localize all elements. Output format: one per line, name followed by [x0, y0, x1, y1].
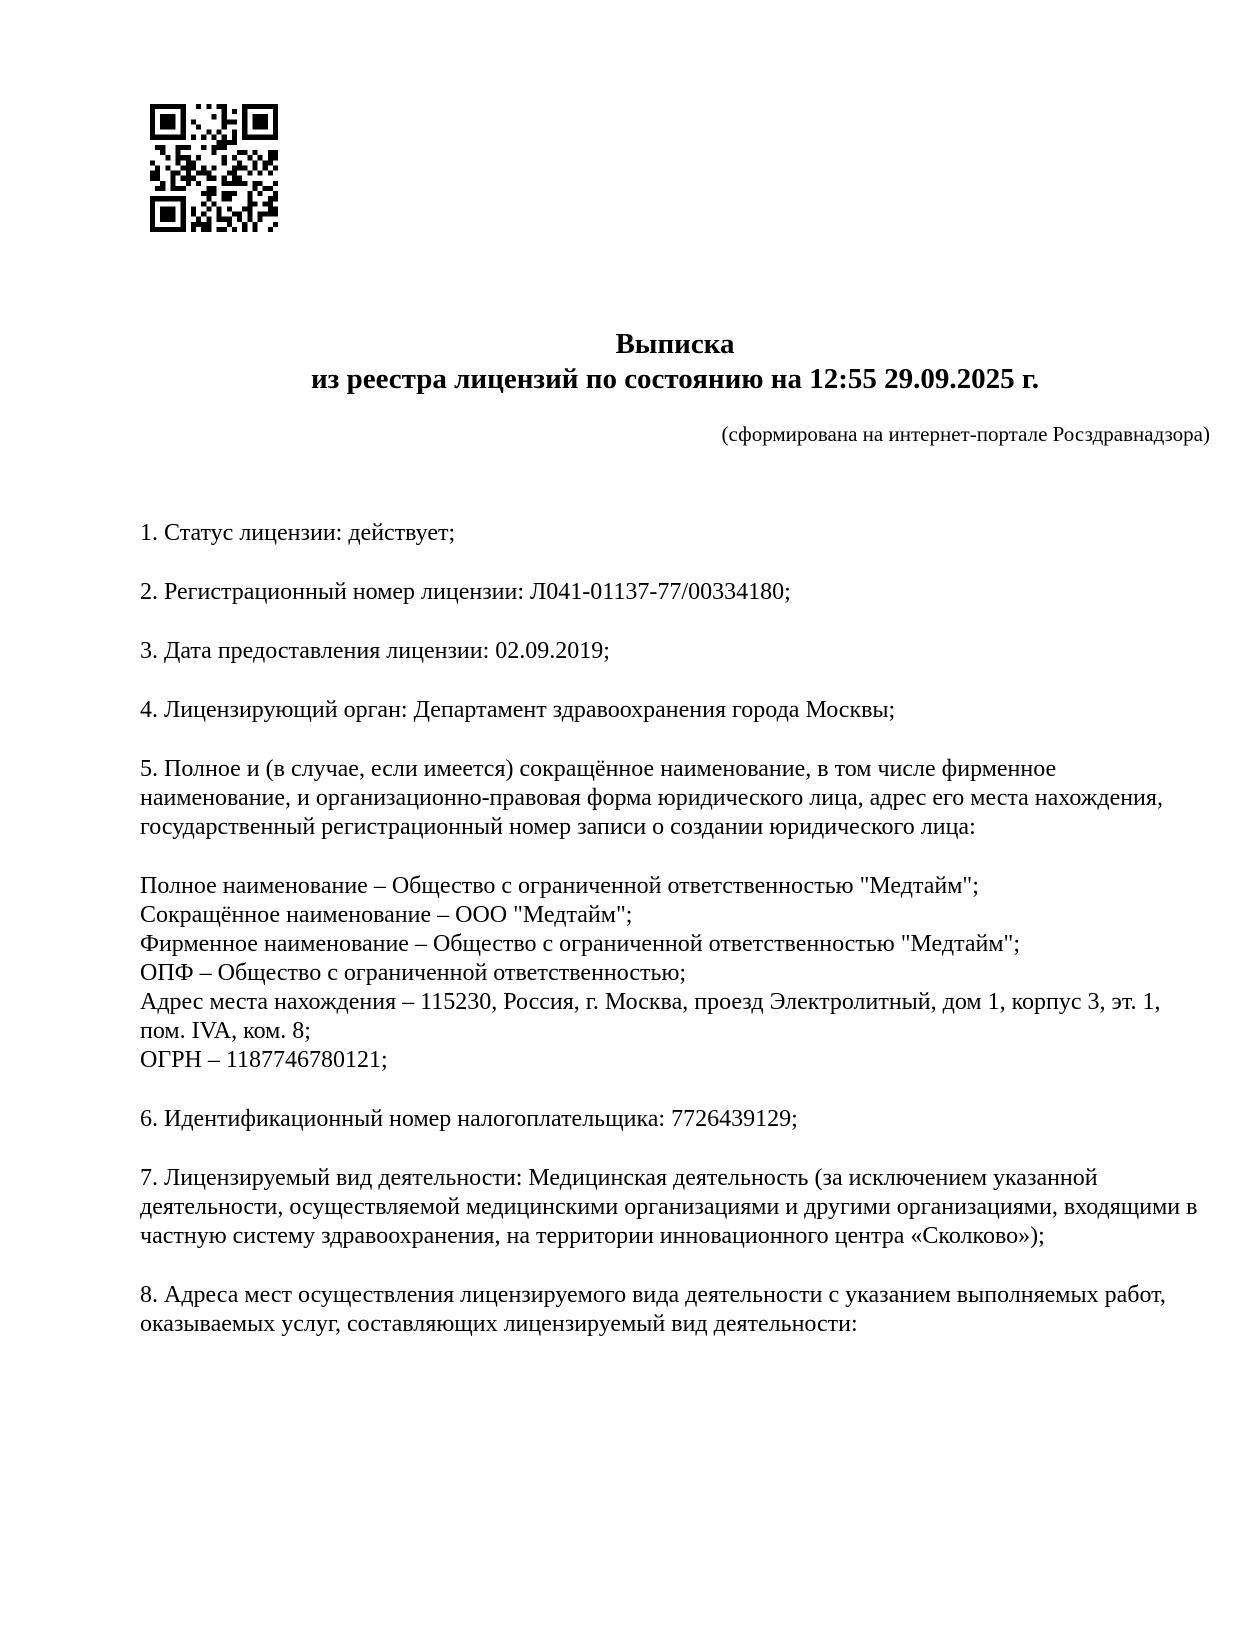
- company-full-name: Полное наименование – Общество с ограниченной ответственностью "Медтайм";: [140, 873, 979, 899]
- paragraph-licensed-activity: 7. Лицензируемый вид деятельности: Медицинская деятельность (за исключением указанной деятельности, осуществляемой медицинскими организациями и другими организациями, входящими в частную систему здравоохранения, на территории инновационного центра «Сколково»);: [140, 1165, 1198, 1249]
- company-brand-name: Фирменное наименование – Общество с ограниченной ответственностью "Медтайм";: [140, 931, 1020, 957]
- qr-code: [150, 104, 278, 232]
- company-opf: ОПФ – Общество с ограниченной ответственностью;: [140, 960, 687, 986]
- company-ogrn: ОГРН – 1187746780121;: [140, 1047, 388, 1073]
- paragraph-activity-addresses: 8. Адреса мест осуществления лицензируемого вида деятельности с указанием выполняемых работ, оказываемых услуг, составляющих лицензируемый вид деятельности:: [140, 1282, 1166, 1337]
- document-title-line2: из реестра лицензий по состоянию на 12:55 29.09.2025 г.: [310, 363, 1040, 395]
- company-details-block: [140, 872, 1210, 1075]
- paragraph-grant-date: 3. Дата предоставления лицензии: 02.09.2019;: [140, 638, 610, 664]
- paragraph-registration-number: 2. Регистрационный номер лицензии: Л041-01137-77/00334180;: [140, 579, 791, 605]
- document-title-line1: Выписка: [615, 328, 735, 360]
- document-body: [140, 519, 1210, 1369]
- company-address: Адрес места нахождения – 115230, Россия, г. Москва, проезд Электролитный, дом 1, корпус 3, эт. 1, пом. IVA, ком. 8;: [140, 989, 1161, 1044]
- document-title: [140, 327, 1210, 397]
- paragraph-company-intro: 5. Полное и (в случае, если имеется) сокращённое наименование, в том числе фирменное наименование, и организационно-правовая форма юридического лица, адрес его места нахождения, государственный регистрационный номер записи о создании юридического лица:: [140, 756, 1163, 840]
- paragraph-license-status: 1. Статус лицензии: действует;: [140, 520, 456, 546]
- document-subtitle: (сформирована на интернет-портале Росздравнадзора): [721, 422, 1210, 446]
- paragraph-inn: 6. Идентификационный номер налогоплательщика: 7726439129;: [140, 1106, 798, 1132]
- paragraph-licensing-authority: 4. Лицензирующий орган: Департамент здравоохранения города Москвы;: [140, 697, 896, 723]
- company-short-name: Сокращённое наименование – ООО "Медтайм";: [140, 902, 633, 928]
